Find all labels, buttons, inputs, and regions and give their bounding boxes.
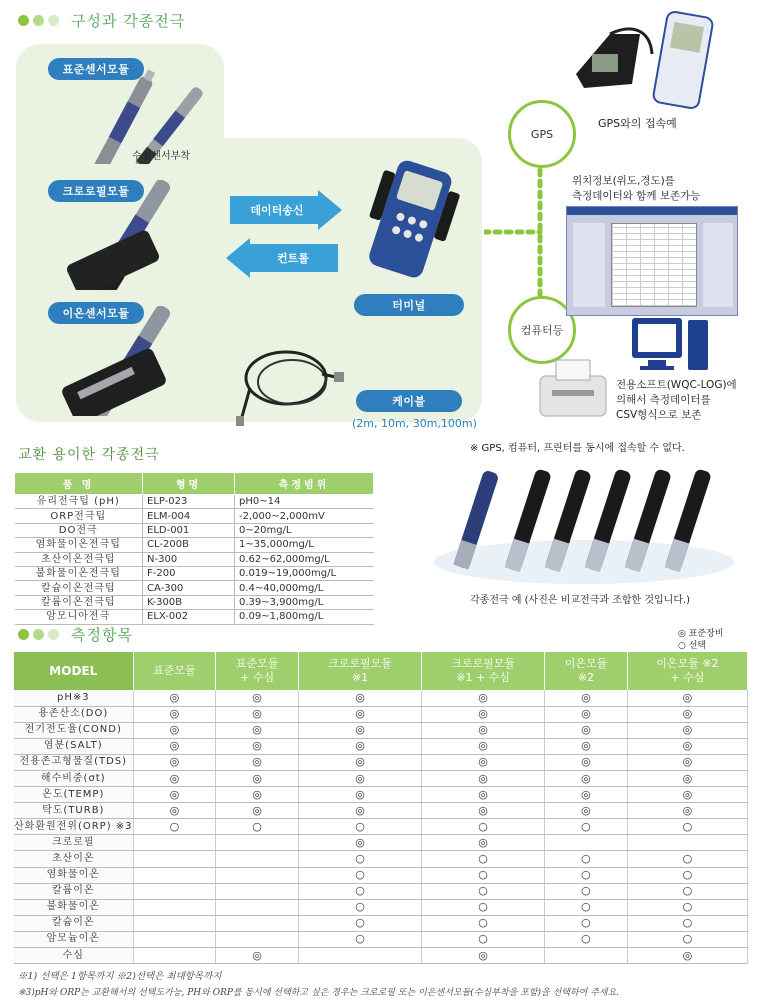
measure-cell: ○: [422, 883, 545, 899]
col-header-line: + 수심: [240, 671, 275, 684]
table-row: [14, 770, 748, 786]
col-header-module: [422, 652, 545, 690]
bullet-dot: [18, 15, 29, 26]
measure-cell: ◎: [216, 690, 299, 706]
measure-cell: ○: [298, 819, 421, 835]
measure-cell: ○: [422, 819, 545, 835]
electrode-model: CA-300: [143, 581, 235, 595]
gps-device-image: [570, 4, 730, 114]
electrode-range: 0.09~1,800mg/L: [235, 610, 374, 624]
measure-cell: [133, 915, 216, 931]
electrode-name: ORP전극팁: [15, 509, 143, 523]
measure-cell: ○: [298, 851, 421, 867]
table-row: [15, 552, 374, 566]
table-row: [14, 690, 748, 706]
measure-cell: ◎: [422, 803, 545, 819]
chlorophyll-sensor-image: [58, 180, 218, 290]
measure-cell: [216, 851, 299, 867]
electrode-name: 초산이온전극팁: [15, 552, 143, 566]
measure-cell: ◎: [422, 770, 545, 786]
measure-cell: ○: [545, 867, 628, 883]
table-row: [14, 883, 748, 899]
label-depth-sensor: 수심센서부착: [132, 151, 190, 162]
measure-cell: ○: [545, 883, 628, 899]
label-control: 컨트롤: [277, 252, 309, 265]
electrode-range: 1~35,000mg/L: [235, 538, 374, 552]
measure-cell: ○: [627, 931, 747, 947]
measure-cell: [298, 948, 421, 964]
measure-item-label: 전기전도율(COND): [14, 722, 133, 738]
measure-cell: ◎: [298, 706, 421, 722]
measure-cell: ◎: [298, 738, 421, 754]
measure-cell: ◎: [216, 706, 299, 722]
measure-cell: ◎: [133, 754, 216, 770]
measure-cell: [545, 948, 628, 964]
ion-sensor-image: [58, 306, 218, 416]
measure-cell: ◎: [545, 690, 628, 706]
measure-cell: [133, 867, 216, 883]
measure-cell: ○: [627, 819, 747, 835]
position-info-line-2: 측정데이터와 함께 보존가능: [572, 190, 701, 202]
bullet-dot: [48, 15, 59, 26]
electrode-model: N-300: [143, 552, 235, 566]
table-row: [15, 523, 374, 537]
measure-cell: ○: [627, 851, 747, 867]
cable-lengths: (2m, 10m, 30m,100m): [352, 417, 477, 430]
electrodes-photo: [424, 462, 744, 586]
label-ion-module: 이온센서모듈: [48, 302, 144, 324]
measure-item-label: 칼슘이온: [14, 915, 133, 931]
measure-cell: ◎: [298, 803, 421, 819]
measurement-table: [14, 652, 748, 964]
col-header-model: MODEL: [14, 652, 133, 690]
table-row: [14, 787, 748, 803]
measure-cell: ○: [545, 931, 628, 947]
measure-item-label: 암모늄이온: [14, 931, 133, 947]
label-standard-module: 표준센서모듈: [48, 58, 144, 80]
section-header-measurement: [18, 624, 133, 645]
measure-cell: ◎: [298, 835, 421, 851]
measure-cell: [133, 931, 216, 947]
table-row: [14, 803, 748, 819]
measure-cell: ◎: [627, 754, 747, 770]
gps-label: GPS: [530, 127, 554, 141]
measure-cell: ◎: [545, 770, 628, 786]
software-window-image: [566, 206, 738, 316]
measure-cell: ◎: [422, 722, 545, 738]
section-title: 교환 용이한 각종전극: [18, 447, 160, 463]
table-row: [15, 495, 374, 509]
section-title: 구성과 각종전극: [71, 12, 186, 30]
measure-cell: ◎: [216, 722, 299, 738]
measure-cell: ○: [298, 915, 421, 931]
measure-cell: ◎: [545, 754, 628, 770]
measure-item-label: 크로로필: [14, 835, 133, 851]
col-header-line: 이온모듈: [564, 657, 608, 670]
cable-image: [236, 338, 346, 428]
measure-cell: ◎: [422, 787, 545, 803]
measure-cell: ◎: [298, 690, 421, 706]
col-header-module: [298, 652, 421, 690]
measure-cell: [216, 931, 299, 947]
measure-cell: [133, 948, 216, 964]
electrode-model: F-200: [143, 566, 235, 580]
measure-item-label: 초산이온: [14, 851, 133, 867]
measure-item-label: pH※3: [14, 690, 133, 706]
measure-cell: ◎: [627, 706, 747, 722]
electrode-name: 암모니아전극: [15, 610, 143, 624]
label-terminal: 터미널: [354, 294, 464, 316]
electrode-model: K-300B: [143, 595, 235, 609]
measure-cell: ◎: [216, 787, 299, 803]
measure-cell: ○: [298, 931, 421, 947]
measure-cell: ◎: [216, 803, 299, 819]
measure-cell: ○: [422, 867, 545, 883]
legend-standard: ◎ 표준장비: [678, 629, 724, 639]
col-header-line: 표준모듈: [153, 664, 196, 677]
measure-cell: ○: [627, 899, 747, 915]
measure-item-label: 탁도(TURB): [14, 803, 133, 819]
table-row: [15, 538, 374, 552]
measure-cell: ◎: [216, 754, 299, 770]
measure-cell: ○: [627, 883, 747, 899]
electrode-model: ELM-004: [143, 509, 235, 523]
measure-item-label: 용존산소(DO): [14, 706, 133, 722]
electrode-name: 염화물이온전극팁: [15, 538, 143, 552]
measure-cell: ○: [298, 899, 421, 915]
col-header-line: 크로로필모듈: [451, 657, 515, 670]
measure-cell: ◎: [298, 722, 421, 738]
measure-cell: ◎: [545, 706, 628, 722]
col-header-line: 이온모듈 ※2: [656, 657, 719, 670]
measure-cell: ○: [422, 931, 545, 947]
section-header-electrodes: [18, 444, 160, 464]
measure-cell: [545, 835, 628, 851]
table-row: [15, 509, 374, 523]
measure-cell: ◎: [422, 690, 545, 706]
label-chlorophyll-module: 크로로필모듈: [48, 180, 144, 202]
measure-cell: ◎: [133, 738, 216, 754]
electrode-model: ELD-001: [143, 523, 235, 537]
col-header-line: + 수심: [670, 671, 705, 684]
table-row: [15, 566, 374, 580]
table-row: [14, 738, 748, 754]
table-row: [14, 867, 748, 883]
col-header-line: 표준모듈: [235, 657, 279, 670]
electrode-table: [14, 472, 374, 625]
measure-cell: [133, 899, 216, 915]
measure-cell: ○: [298, 883, 421, 899]
electrodes-caption: 각종전극 예 (사진은 비교전극과 조합한 것입니다.): [470, 595, 691, 606]
terminal-device-image: [360, 160, 460, 280]
bullet-dot: [48, 629, 59, 640]
col-header-module: [545, 652, 628, 690]
measure-cell: [216, 835, 299, 851]
measure-cell: [627, 835, 747, 851]
legend-option: ○ 선택: [678, 641, 707, 651]
electrode-name: 칼슘이온전극팁: [15, 581, 143, 595]
electrode-model: ELP-023: [143, 495, 235, 509]
measure-cell: ◎: [422, 738, 545, 754]
label-data-send: 데이터송신: [250, 204, 304, 217]
bullet-dot: [18, 629, 29, 640]
measure-cell: ◎: [133, 803, 216, 819]
table-row: [14, 754, 748, 770]
electrode-model: CL-200B: [143, 538, 235, 552]
computer-label: 컴퓨터등: [520, 324, 564, 337]
connect-note: ※ GPS, 컴퓨터, 프린터를 동시에 접속할 수 없다.: [470, 443, 685, 454]
measure-item-label: 전용존고형물질(TDS): [14, 754, 133, 770]
measure-item-label: 칼륨이온: [14, 883, 133, 899]
table-row: [14, 915, 748, 931]
footnote-1: ※1) 선택은 1항목까지 ※2)선택은 최대항목까지: [18, 971, 222, 982]
measure-cell: ○: [422, 899, 545, 915]
measure-cell: [216, 915, 299, 931]
table-row: [14, 819, 748, 835]
col-header-module: [627, 652, 747, 690]
col-header-model: 형명: [143, 473, 235, 495]
computer-monitor-icon: [628, 316, 712, 376]
measure-cell: ◎: [298, 754, 421, 770]
electrode-range: 0~20mg/L: [235, 523, 374, 537]
table-row: [14, 835, 748, 851]
col-header-line: 크로로필모듈: [328, 657, 392, 670]
electrode-name: 불화물이온전극팁: [15, 566, 143, 580]
table-row: [14, 948, 748, 964]
bullet-dot: [33, 15, 44, 26]
col-header-name: 품 명: [15, 473, 143, 495]
measure-cell: [216, 883, 299, 899]
measure-cell: ○: [545, 915, 628, 931]
measure-cell: ◎: [545, 803, 628, 819]
measure-cell: ○: [545, 851, 628, 867]
measure-cell: ◎: [627, 738, 747, 754]
measure-cell: [133, 851, 216, 867]
gps-connect-caption: GPS와의 접속예: [598, 117, 677, 130]
measure-item-label: 염화물이온: [14, 867, 133, 883]
col-header-line: ※2: [577, 671, 595, 684]
bullet-dot: [33, 629, 44, 640]
printer-image: [534, 356, 614, 426]
measure-cell: ○: [422, 915, 545, 931]
measure-cell: ◎: [627, 948, 747, 964]
measure-cell: ◎: [216, 948, 299, 964]
measure-cell: ◎: [133, 787, 216, 803]
measure-cell: ◎: [545, 787, 628, 803]
table-row: [14, 706, 748, 722]
software-line-2: 의해서 측정데이터를: [616, 394, 711, 406]
measure-cell: ○: [545, 819, 628, 835]
measure-cell: ◎: [422, 754, 545, 770]
measure-cell: ◎: [216, 770, 299, 786]
table-row: [14, 899, 748, 915]
measure-cell: [216, 867, 299, 883]
software-line-3: CSV형식으로 보존: [616, 409, 702, 421]
measure-cell: ○: [422, 851, 545, 867]
measure-cell: ◎: [422, 835, 545, 851]
gps-circle: [508, 100, 576, 168]
electrode-name: 칼륨이온전극팁: [15, 595, 143, 609]
measure-cell: ◎: [133, 722, 216, 738]
measure-cell: [133, 835, 216, 851]
section-title: 측정항목: [71, 626, 133, 644]
label-cable: 케이블: [356, 390, 462, 412]
table-row: [15, 595, 374, 609]
footnote-2: ※3)pH와 ORP는 교환해서의 선택도가능, PH와 ORP를 동시에 선택하고 싶은 경우는 크로로필 또는 이온센서모듈(수심부착을 포함)을 선택하여 주세요.: [18, 988, 620, 998]
measure-cell: ◎: [545, 738, 628, 754]
measure-cell: ◎: [627, 690, 747, 706]
electrode-name: DO전극: [15, 523, 143, 537]
measure-cell: ◎: [627, 787, 747, 803]
measure-cell: ◎: [422, 948, 545, 964]
standard-sensor-image: [60, 64, 220, 164]
col-header-module: [216, 652, 299, 690]
electrode-range: pH0~14: [235, 495, 374, 509]
measure-cell: ◎: [422, 706, 545, 722]
measure-cell: ◎: [216, 738, 299, 754]
measure-item-label: 산화환원전위(ORP) ※3: [14, 819, 133, 835]
measure-item-label: 해수비중(σt): [14, 770, 133, 786]
electrode-range: 0.4~40,000mg/L: [235, 581, 374, 595]
table-row: [15, 610, 374, 624]
col-header-range: 측정범위: [235, 473, 374, 495]
measure-cell: ◎: [627, 803, 747, 819]
electrode-range: 0.39~3,900mg/L: [235, 595, 374, 609]
measure-cell: ○: [216, 819, 299, 835]
section-header-composition: [18, 10, 185, 31]
measure-cell: ◎: [627, 770, 747, 786]
measure-cell: ○: [298, 867, 421, 883]
table-row: [15, 581, 374, 595]
electrode-range: 0.019~19,000mg/L: [235, 566, 374, 580]
measure-item-label: 불화물이온: [14, 899, 133, 915]
measure-item-label: 수심: [14, 948, 133, 964]
position-info-line-1: 위치정보(위도,경도)를: [572, 175, 675, 187]
col-header-line: ※1: [351, 671, 369, 684]
measure-cell: ○: [627, 867, 747, 883]
electrode-range: 0.62~62,000mg/L: [235, 552, 374, 566]
measure-cell: ◎: [298, 770, 421, 786]
electrode-model: ELX-002: [143, 610, 235, 624]
measure-item-label: 온도(TEMP): [14, 787, 133, 803]
electrode-range: -2,000~2,000mV: [235, 509, 374, 523]
measure-cell: [216, 899, 299, 915]
measure-cell: ○: [627, 915, 747, 931]
measure-cell: ◎: [133, 690, 216, 706]
table-row: [14, 851, 748, 867]
table-row: [14, 931, 748, 947]
electrode-name: 유리전극팁 (pH): [15, 495, 143, 509]
measure-cell: ◎: [133, 706, 216, 722]
measure-cell: [133, 883, 216, 899]
measure-item-label: 염분(SALT): [14, 738, 133, 754]
measure-cell: ◎: [298, 787, 421, 803]
col-header-module: [133, 652, 216, 690]
measure-cell: ◎: [133, 770, 216, 786]
table-row: [14, 722, 748, 738]
measure-cell: ◎: [627, 722, 747, 738]
col-header-line: ※1 + 수심: [456, 671, 510, 684]
measure-cell: ○: [133, 819, 216, 835]
measure-cell: ○: [545, 899, 628, 915]
software-line-1: 전용소프트(WQC-LOG)에: [616, 379, 737, 391]
measure-cell: ◎: [545, 722, 628, 738]
